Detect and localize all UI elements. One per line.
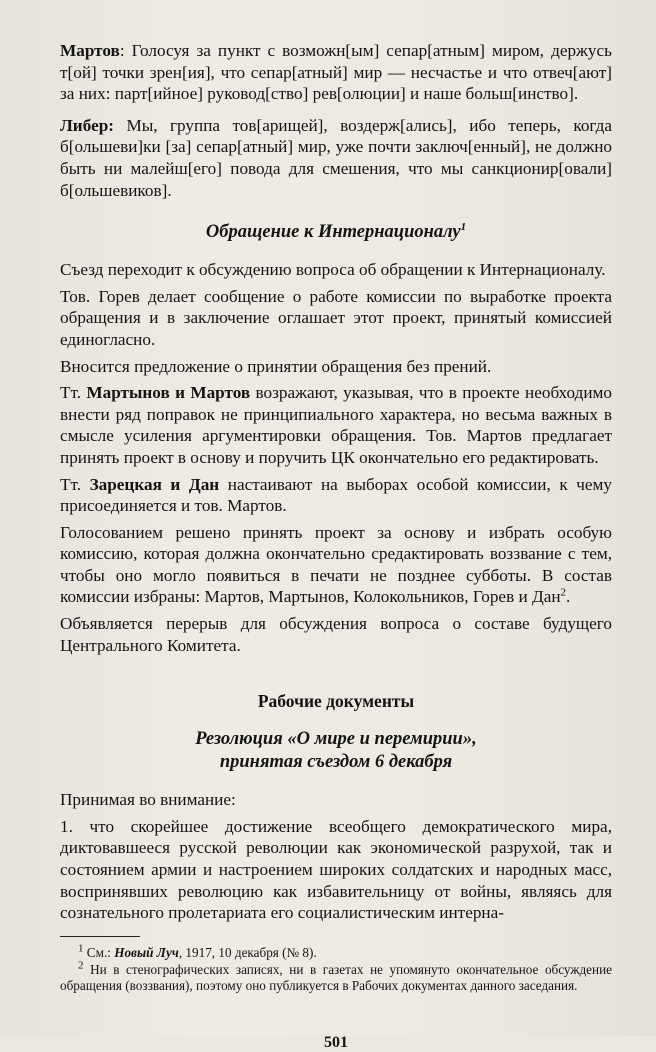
paragraph: Принимая во внимание: (60, 790, 236, 810)
speech-text: Мы, группа тов[арищей], воздерж[ались], ибо теперь, когда б[ольшеви]ки [за] сепар[атный] мир, уже почти заключ[енный], не должно быть ни малейш[его] повода для смешения, что мы санкционир[овали] б[ольшевиков]. (60, 115, 612, 200)
paragraph: Вносится предложение о принятии обращения без прений. (60, 356, 492, 376)
paragraph: Тт. Мартынов и Мартов возражают, указывая, что в проекте необходимо внести ряд поправок не принципиального характера, но весьма важных в смысле усиления аргументировки обращения. Тов. Мартов предлагает принять проект в основу и поручить ЦК окончательно его редактировать. (60, 383, 612, 467)
heading-working-docs: Рабочие документы (257, 691, 415, 712)
speech-liber (60, 115, 612, 201)
footnote-ref: 1 (460, 221, 467, 233)
paragraph: Тт. Зарецкая и Дан настаивают на выборах особой комиссии, к чему присоединяется и тов. Мартов. (60, 474, 612, 516)
speaker-name: Мартов (60, 41, 120, 60)
footnote-divider (60, 936, 140, 937)
footnote: $^2$ Ни в стенографических записях, ни в газетах не упомянуто окончательное обсуждение обращения (воззвания), поэтому оно публикуется в Рабочих документах данного заседания. (60, 960, 612, 993)
paragraph: Тов. Горев делает сообщение о работе комиссии по выработке проекта обращения и в заключение оглашает этот проект, принятый комиссией единогласно. (60, 286, 612, 349)
paragraph: Голосованием решено принять проект за основу и избрать особую комиссию, которая должна окончательно средактировать воззвание с тем, чтобы оно могло появиться в печати не позднее субботы. В состав комиссии избраны: Мартов, Мартынов, Колокольников, Горев и Дан$^2$. (60, 522, 612, 607)
speaker-name: Мартынов и Мартов (86, 383, 251, 403)
footnote: $^1$ См.: Новый Луч, 1917, 10 декабря (№ 8). (78, 942, 317, 960)
footnote-ref: 2 (560, 586, 567, 599)
paragraph: Объявляется перерыв для обсуждения вопроса о составе будущего Центрального Комитета. (60, 614, 612, 655)
paragraph: 1. что скорейшее достижение всеобщего демократического мира, диктовавшееся русской революции как экономической разрухой, так и состоянием армии и настроением широких солдатских и народных масс, воспринявших революцию как избавительницу от войны, являясь для сознательного пролетариата его социалистическим интерна- (60, 816, 612, 923)
speech-text: : Голосуя за пункт с возможн[ым] сепар[атным] миром, держусь т[ой] точки зрен[ия], что сепар[атный] мир — несчастье и что отвеч[ают] за них: парт[ийное] руковод[ство] рев[олюции] и наше больш[инство]. (60, 41, 612, 104)
speaker-name: Зарецкая и Дан (89, 474, 220, 494)
paragraph: Съезд переходит к обсуждению вопроса об обращении к Интернационалу. (60, 260, 606, 280)
heading-resolution: Резолюция «О мире и перемирии», принятая съездом 6 декабря (195, 729, 477, 772)
heading-appeal: Обращение к Интернационалу$^1$ (205, 221, 467, 243)
speaker-name: Либер: (60, 115, 114, 135)
page-number: 501 (324, 1033, 348, 1051)
speech-martov (60, 40, 612, 105)
